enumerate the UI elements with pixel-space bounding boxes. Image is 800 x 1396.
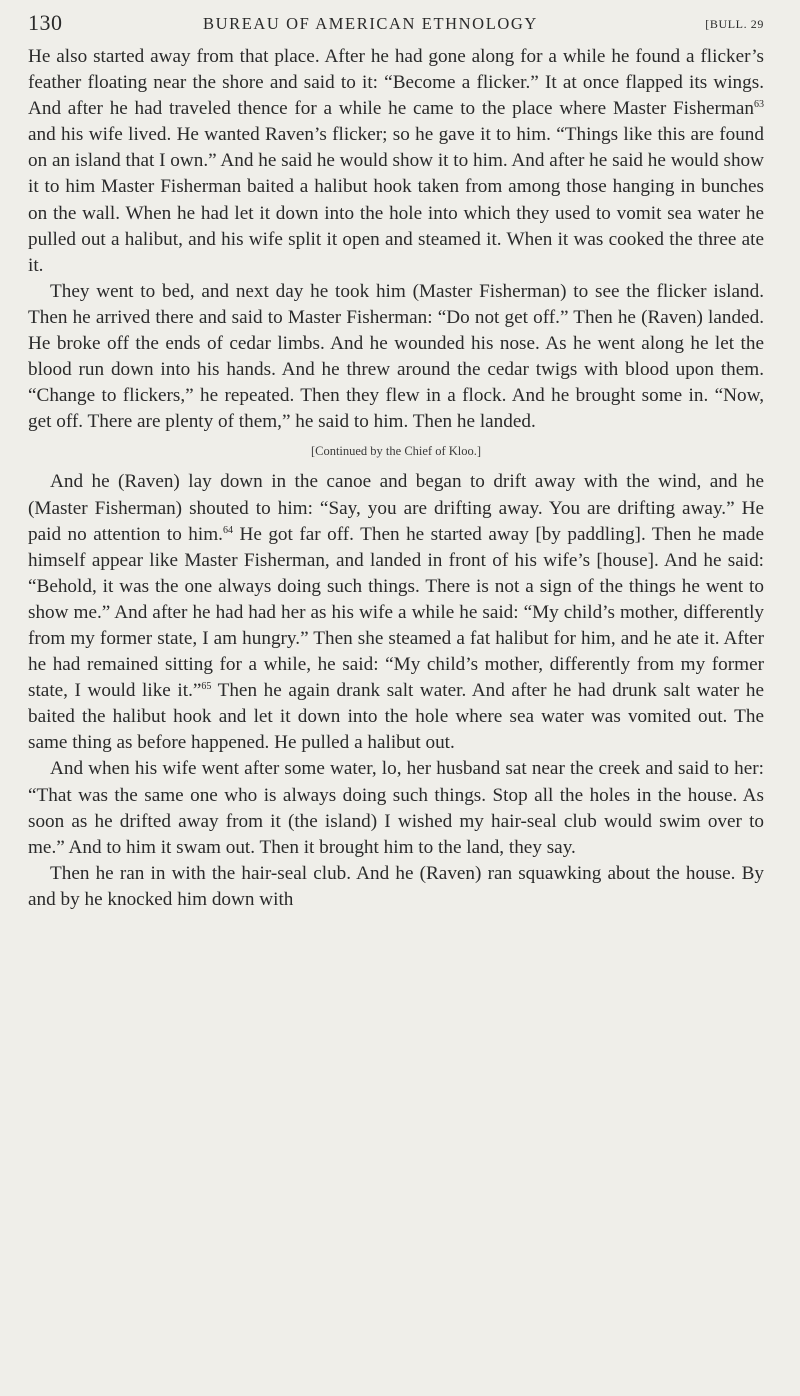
text-segment: Then he ran in with the hair-seal club. And he (Raven) ran squawking about the house. By and by he knocked him down with xyxy=(28,862,764,910)
paragraph-4 xyxy=(28,756,764,860)
text-segment: He also started away from that place. After he had gone along for a while he found a flicker’s feather floating near the shore and said to it: “Become a flicker.” It at once flapped its wings. And after he had traveled thence for a while he came to the place where Master Fisherman xyxy=(28,46,764,120)
footnote-ref-63: 63 xyxy=(754,99,764,111)
paragraph-2 xyxy=(28,279,764,436)
running-title: BUREAU OF AMERICAN ETHNOLOGY xyxy=(203,14,538,33)
footnote-ref-65: 65 xyxy=(201,681,212,693)
running-head xyxy=(28,10,764,40)
text-segment: They went to bed, and next day he took him (Master Fisherman) to see the flicker island. Then he arrived there and said to Master Fisherman: “Do not get off.” Then he (Raven) landed. He broke off the ends of cedar limbs. And he wounded his nose. As he went along he let the blood run down into his hands. And he threw around the cedar twigs with blood upon them. “Change to flickers,” he repeated. Then they flew in a flock. And he brought some in. “Now, get off. There are plenty of them,” he said to him. Then he landed. xyxy=(28,280,764,433)
continuation-note: [Continued by the Chief of Kloo.] xyxy=(310,444,482,459)
text-segment: And when his wife went after some water, lo, her husband sat near the creek and said to her: “That was the same one who is always doing such things. Stop all the holes in the house. As soon as he drifted away from it (the island) I wished my hair-seal club would swim over to me.” And to him it swam out. Then it brought him to the land, they say. xyxy=(28,758,764,858)
body-text xyxy=(28,44,764,913)
text-segment: and his wife lived. He wanted Raven’s flicker; so he gave it to him. “Things like this are found on an island that I own.” And he said he would show it to him. And after he said he would show it to him Master Fisherman baited a halibut hook taken from among those hanging in bunches on the wall. When he had let it down into the hole into which they used to vomit sea water he pulled out a halibut, and his wife split it open and steamed it. When it was cooked the three ate it. xyxy=(28,124,764,276)
text-segment: Then he again drank salt water. And after he had drunk salt water he baited the halibut hook and let it down into the hole where sea water was vomited out. The same thing as before happened. He pulled a halibut out. xyxy=(28,680,764,754)
paragraph-3 xyxy=(28,469,764,756)
page-number: 130 xyxy=(28,10,63,35)
text-segment: And he (Raven) lay down in the canoe and began to drift away with the wind, and he (Master Fisherman) shouted to him: “Say, you are drifting away. You are drifting away.” He paid no attention to him. xyxy=(28,471,764,545)
bulletin-reference: [BULL. 29 xyxy=(705,17,764,31)
paragraph-5 xyxy=(28,861,764,913)
paragraph-1 xyxy=(28,44,764,279)
footnote-ref-64: 64 xyxy=(222,524,233,536)
text-segment: He got far off. Then he started away [by paddling]. Then he made himself appear like Master Fisherman, and landed in front of his wife’s [house]. And he said: “Behold, it was the one always doing such things. There is not a sign of the things he went to show me.” And after he had had her as his wife a while he said: “My child’s mother, differently from my former state, I am hungry.” Then she steamed a fat halibut for him, and he ate it. After he had remained sitting for a while, he said: “My child’s mother, differently from my former state, I would like it.” xyxy=(28,523,764,702)
